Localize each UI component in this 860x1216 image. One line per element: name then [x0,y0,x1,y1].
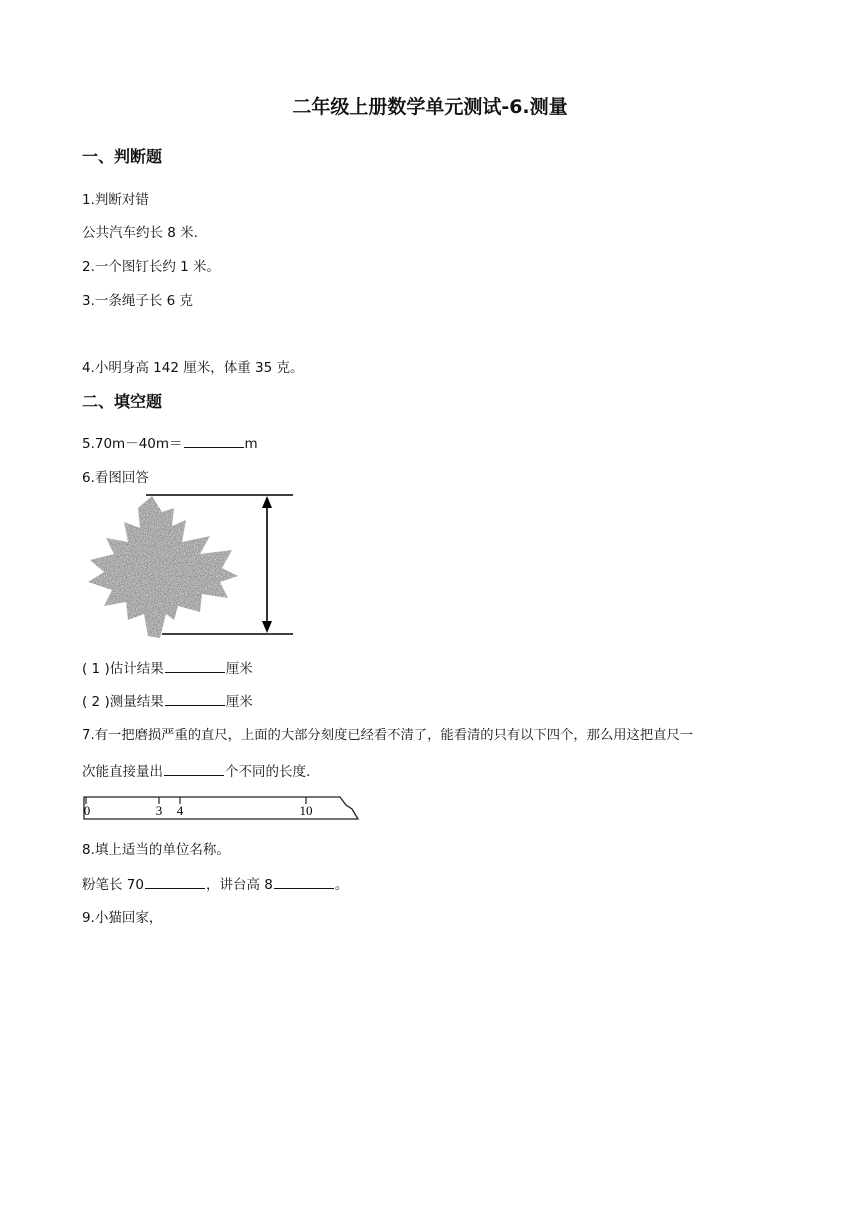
maple-leaf-shape [88,496,238,638]
answer-blank[interactable] [145,876,205,889]
question-8-end: 。 [334,877,349,893]
leaf-figure [82,490,298,640]
question-7-line-2 [82,760,310,780]
ruler-label-0: 0 [83,803,91,818]
question-6-part-2 [82,690,253,710]
arrow-head-up-icon [262,496,272,508]
question-1-statement: 公共汽车约长 8 米. [82,225,198,241]
answer-blank[interactable] [164,763,224,776]
worn-ruler [82,795,362,821]
ruler-outline [84,797,358,819]
answer-blank[interactable] [165,660,225,673]
chalk-length-label: 粉笔长 70 [82,877,144,893]
question-2: 2.一个图钉长约 1 米。 [82,259,221,275]
answer-blank[interactable] [274,876,334,889]
part-2-label: ( 2 )测量结果 [82,694,164,710]
arrow-head-down-icon [262,621,272,633]
part-1-label: ( 1 )估计结果 [82,661,164,677]
question-3: 3.一条绳子长 6 克 [82,293,194,309]
question-9: 9.小猫回家， [82,910,163,926]
question-4: 4.小明身高 142 厘米，体重 35 克。 [82,360,304,376]
question-5-text: 5.70m－40m＝ [82,436,183,452]
question-8: 8.填上适当的单位名称。 [82,842,230,858]
answer-blank[interactable] [165,693,225,706]
question-1: 1.判断对错 [82,192,149,208]
part-1-unit: 厘米 [225,661,253,677]
ruler-label-10: 10 [299,803,313,818]
page-title: 二年级上册数学单元测试-6.测量 [292,96,568,118]
question-5-unit: m [244,436,258,452]
part-2-unit: 厘米 [225,694,253,710]
question-7-text: 次能直接量出 [82,764,163,780]
section-heading-judgment: 一、判断题 [82,147,163,166]
question-6: 6.看图回答 [82,470,149,486]
section-heading-fill-blank: 二、填空题 [82,392,163,411]
question-6-part-1 [82,657,253,677]
question-5 [82,432,258,452]
question-7-suffix: 个不同的长度. [225,764,311,780]
question-8-blanks [82,873,348,893]
answer-blank[interactable] [184,435,244,448]
ruler-label-4: 4 [176,803,184,818]
question-7-line-1: 7.有一把磨损严重的直尺，上面的大部分刻度已经看不清了，能看清的只有以下四个，那么用这把直尺一 [82,728,694,743]
ruler-label-3: 3 [155,803,163,818]
podium-height-label: ，讲台高 8 [205,877,273,893]
